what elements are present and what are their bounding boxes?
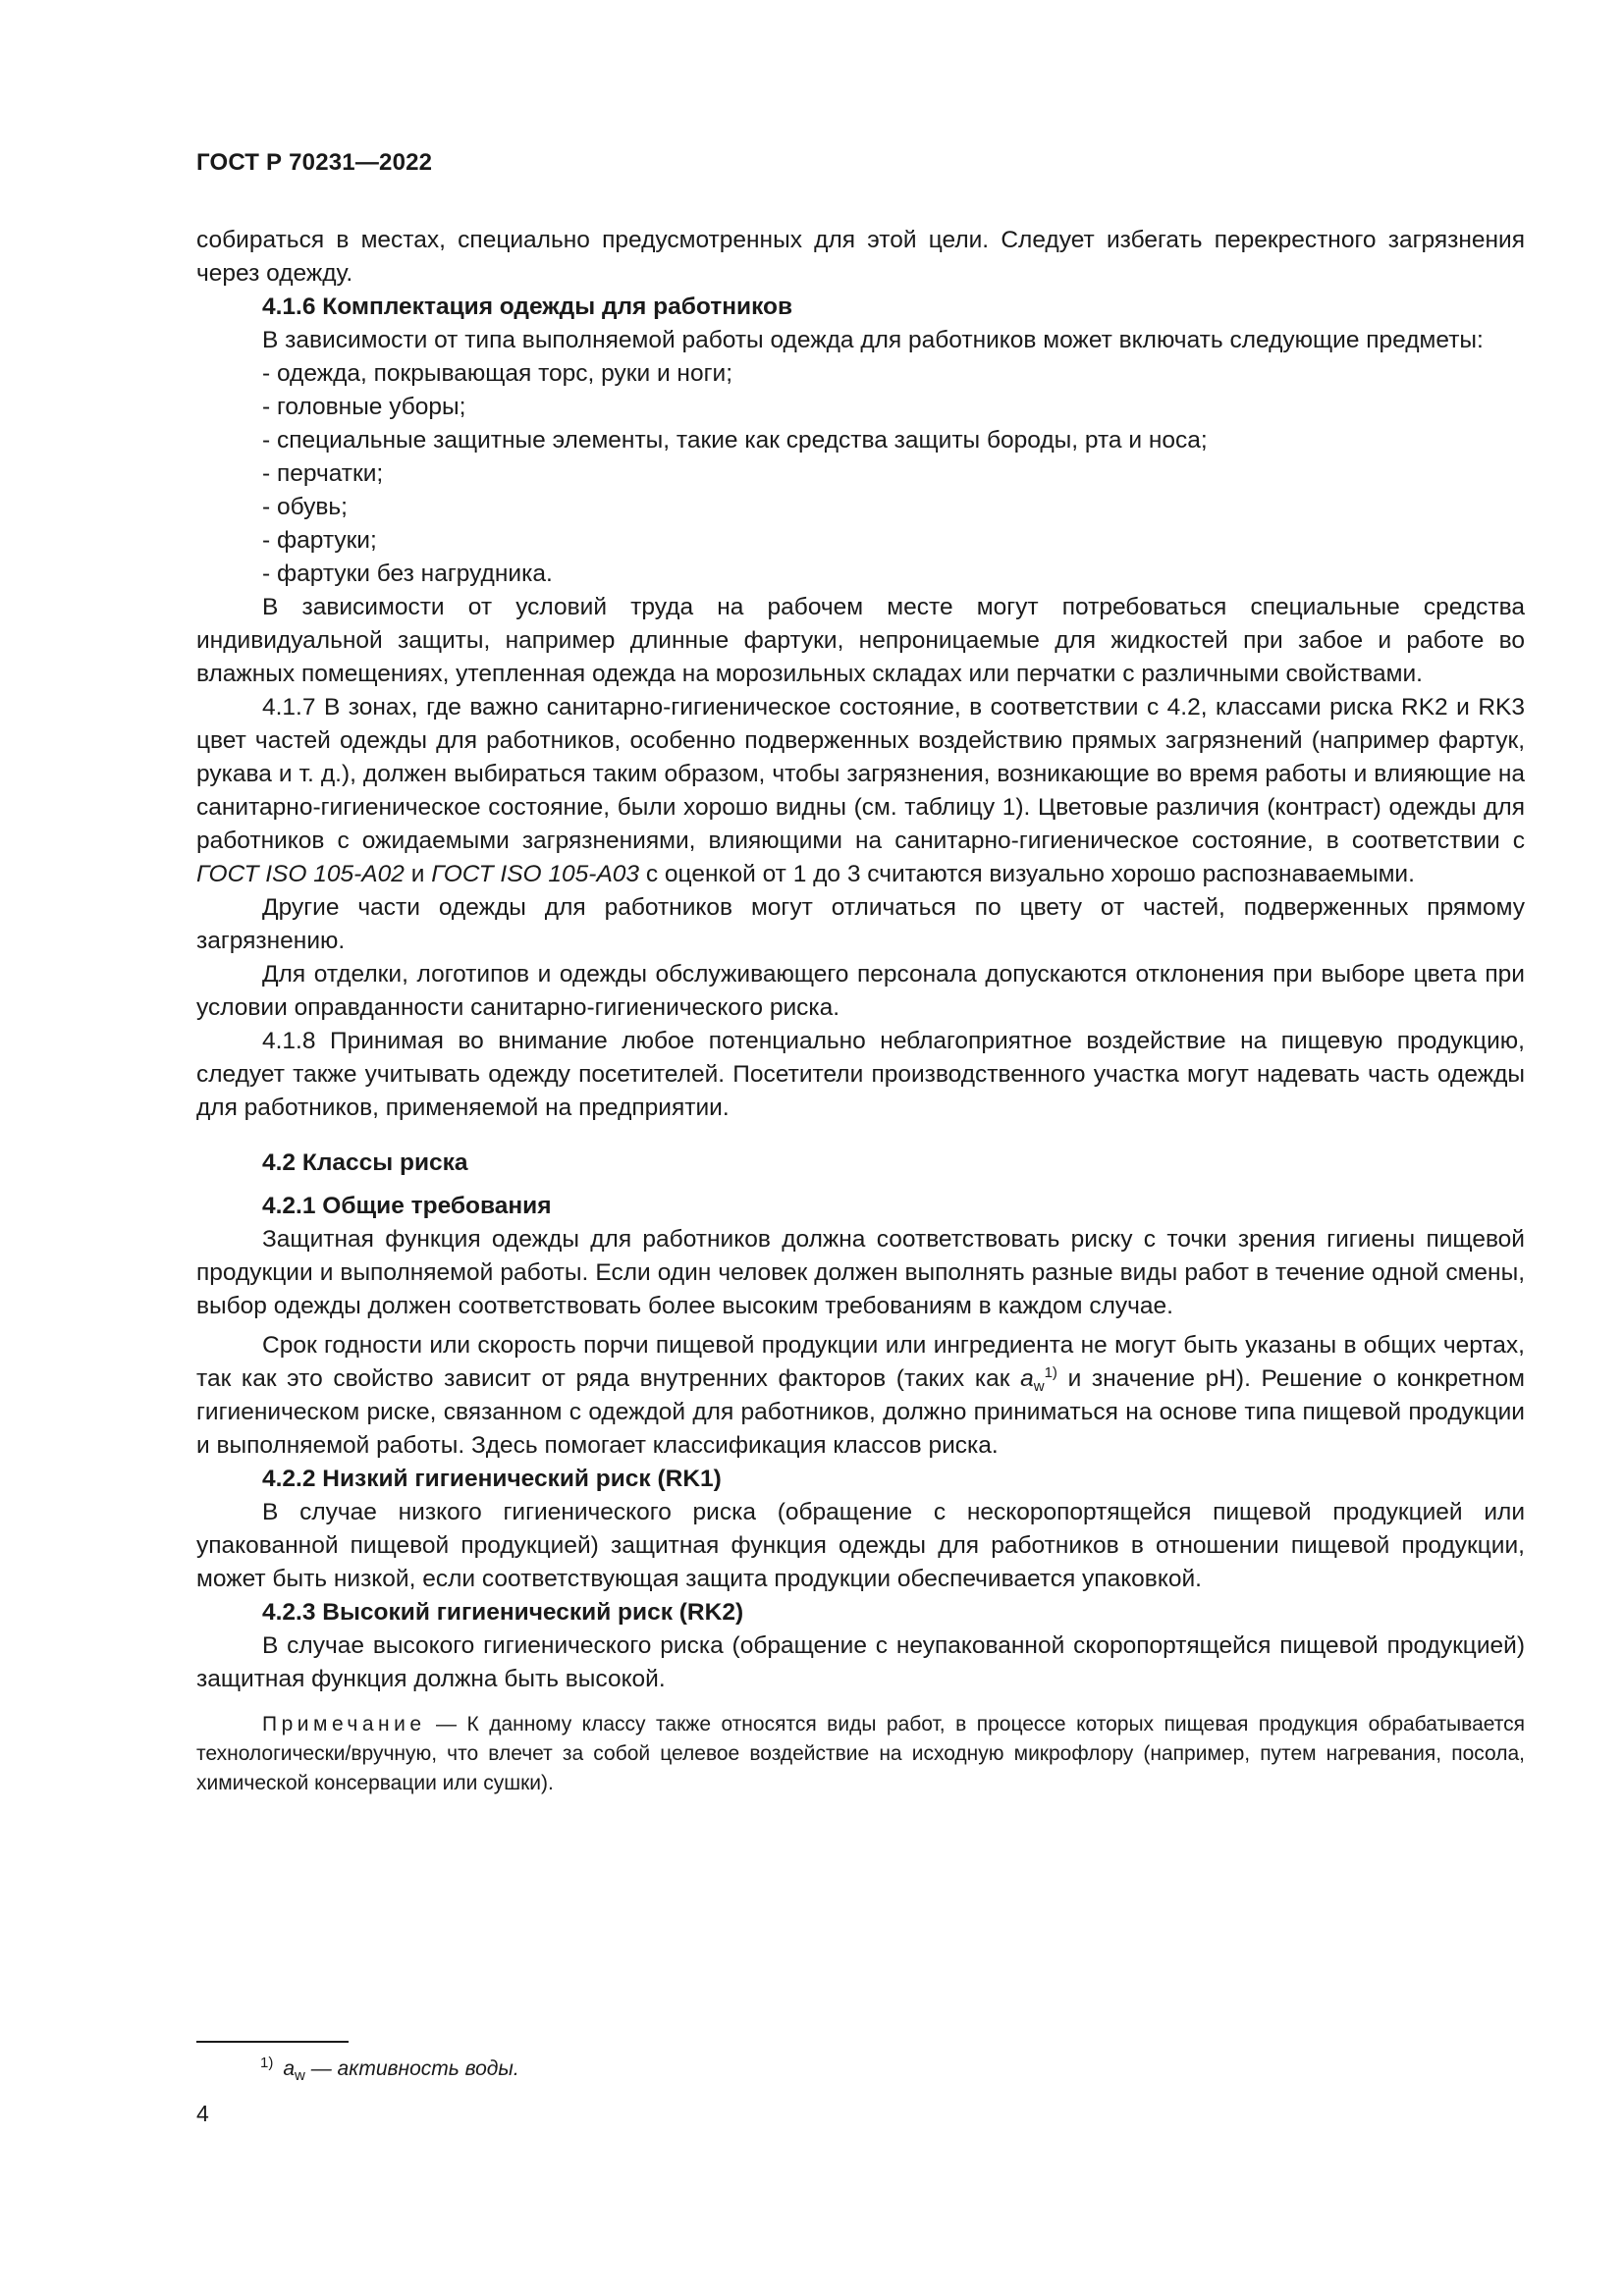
note (196, 1710, 1525, 1798)
list-item: - специальные защитные элементы, такие как средства защиты бороды, рта и носа; (262, 427, 1208, 454)
list-item: - фартуки без нагрудника. (262, 561, 553, 587)
paragraph-4-2-1-b (196, 1329, 1525, 1463)
section-heading-4-2-2: 4.2.2 Низкий гигиенический риск (RK1) (262, 1466, 722, 1492)
section-heading-4-2-1: 4.2.1 Общие требования (262, 1193, 552, 1219)
note-text: — К данному классу также относятся виды работ, в процессе которых пищевая продукция обрабатывается технологически/вручную, что влечет за собой целевое воздействие на исходную микрофлору (например, путем нагревания, посола, химической консервации или сушки). (196, 1713, 1525, 1794)
paragraph-4-1-7-finishing: Для отделки, логотипов и одежды обслуживающего персонала допускаются отклонения при выборе цвета при условии оправданности санитарно-гигиенического риска. (196, 961, 1525, 1021)
section-heading-4-1-6: 4.1.6 Комплектация одежды для работников (262, 294, 793, 320)
page-number: 4 (196, 2101, 209, 2126)
paragraph-4-1-7 (196, 691, 1525, 891)
paragraph-4-1-8: 4.1.8 Принимая во внимание любое потенциально неблагоприятное воздействие на пищевую продукцию, следует также учитывать одежду посетителей. Посетители производственного участка могут надевать часть одежды для работников, применяемой на предприятии. (196, 1028, 1525, 1121)
footnote-subscript: w (295, 2067, 305, 2084)
list-item: - одежда, покрывающая торс, руки и ноги; (262, 360, 733, 387)
paragraph-4-1-7-text: 4.1.7 В зонах, где важно санитарно-гигиеническое состояние, в соответствии с 4.2, классами риска RK2 и RK3 цвет частей одежды для работников, особенно подверженных воздействию прямых загрязнений (например фартук, рукава и т. д.), должен выбираться таким образом, чтобы загрязнения, возникающие во время работы и влияющие на санитарно-гигиеническое состояние, были хорошо видны (см. таблицу 1). Цветовые различия (контраст) одежды для работников с ожидаемыми загрязнениями, влияющими на санитарно-гигиеническое состояние, в соответствии с (196, 694, 1525, 854)
paragraph-4-2-1-a: Защитная функция одежды для работников должна соответствовать риску с точки зрения гигиены пищевой продукции и выполняемой работы. Если один человек должен выполнять разные виды работ в течение одной смены, выбор одежды должен соответствовать более высоким требованиям в каждом случае. (196, 1226, 1525, 1319)
paragraph-continuation: собираться в местах, специально предусмотренных для этой цели. Следует избегать перекрестного загрязнения через одежду. (196, 227, 1525, 287)
document-header: ГОСТ Р 70231—2022 (196, 149, 433, 176)
conjunction: и (410, 861, 425, 887)
note-label: Примечание (262, 1713, 426, 1735)
section-heading-4-2: 4.2 Классы риска (262, 1149, 468, 1176)
footnote (260, 2049, 519, 2084)
footnote-text: — активность воды. (310, 2057, 519, 2080)
standard-reference: ГОСТ ISO 105-A02 (196, 861, 405, 887)
document-body (196, 224, 1525, 1798)
paragraph-text: и значение pH). Решение о конкретном гигиеническом риске, связанном с одеждой для работников, должно приниматься на основе типа пищевой продукции и выполняемой работы. Здесь помогает классификация классов риска. (196, 1365, 1525, 1459)
list-item: - обувь; (262, 494, 348, 520)
water-activity-subscript: w (1033, 1378, 1045, 1395)
paragraph-text: Срок годности или скорость порчи пищевой продукции или ингредиента не могут быть указаны в общих чертах, так как это свойство зависит от ряда внутренних факторов (таких как (196, 1332, 1525, 1392)
paragraph-4-2-2: В случае низкого гигиенического риска (обращение с нескоропортящейся пищевой продукцией или упакованной пищевой продукцией) защитная функция одежды для работников в отношении пищевой продукции, может быть низкой, если соответствующая защита продукции обеспечивается упаковкой. (196, 1499, 1525, 1592)
section-heading-4-2-3: 4.2.3 Высокий гигиенический риск (RK2) (262, 1599, 744, 1626)
paragraph-4-1-7-other-parts: Другие части одежды для работников могут отличаться по цвету от частей, подверженных прямому загрязнению. (196, 894, 1525, 954)
footnote-reference: 1) (1044, 1364, 1057, 1381)
list-item: - перчатки; (262, 460, 384, 487)
paragraph-4-1-6-ppe: В зависимости от условий труда на рабочем месте могут потребоваться специальные средства индивидуальной защиты, например длинные фартуки, непроницаемые для жидкостей при забое и работе во влажных помещениях, утепленная одежда на морозильных складах или перчатки с различными свойствами. (196, 594, 1525, 687)
standard-reference: ГОСТ ISO 105-A03 (431, 861, 640, 887)
list-item: - головные уборы; (262, 394, 466, 420)
paragraph-4-1-7-end: с оценкой от 1 до 3 считаются визуально хорошо распознаваемыми. (645, 861, 1415, 887)
list-item: - фартуки; (262, 527, 377, 554)
paragraph-4-2-3: В случае высокого гигиенического риска (обращение с неупакованной скоропортящейся пищевой продукцией) защитная функция должна быть высокой. (196, 1632, 1525, 1692)
paragraph-4-1-6-intro: В зависимости от типа выполняемой работы одежда для работников может включать следующие предметы: (262, 327, 1484, 353)
clothing-items-list (196, 357, 1525, 591)
footnote-mark: 1) (260, 2055, 274, 2071)
footnote-symbol: a (283, 2057, 296, 2080)
water-activity-symbol: a (1020, 1365, 1034, 1392)
footnote-divider (196, 2041, 349, 2043)
